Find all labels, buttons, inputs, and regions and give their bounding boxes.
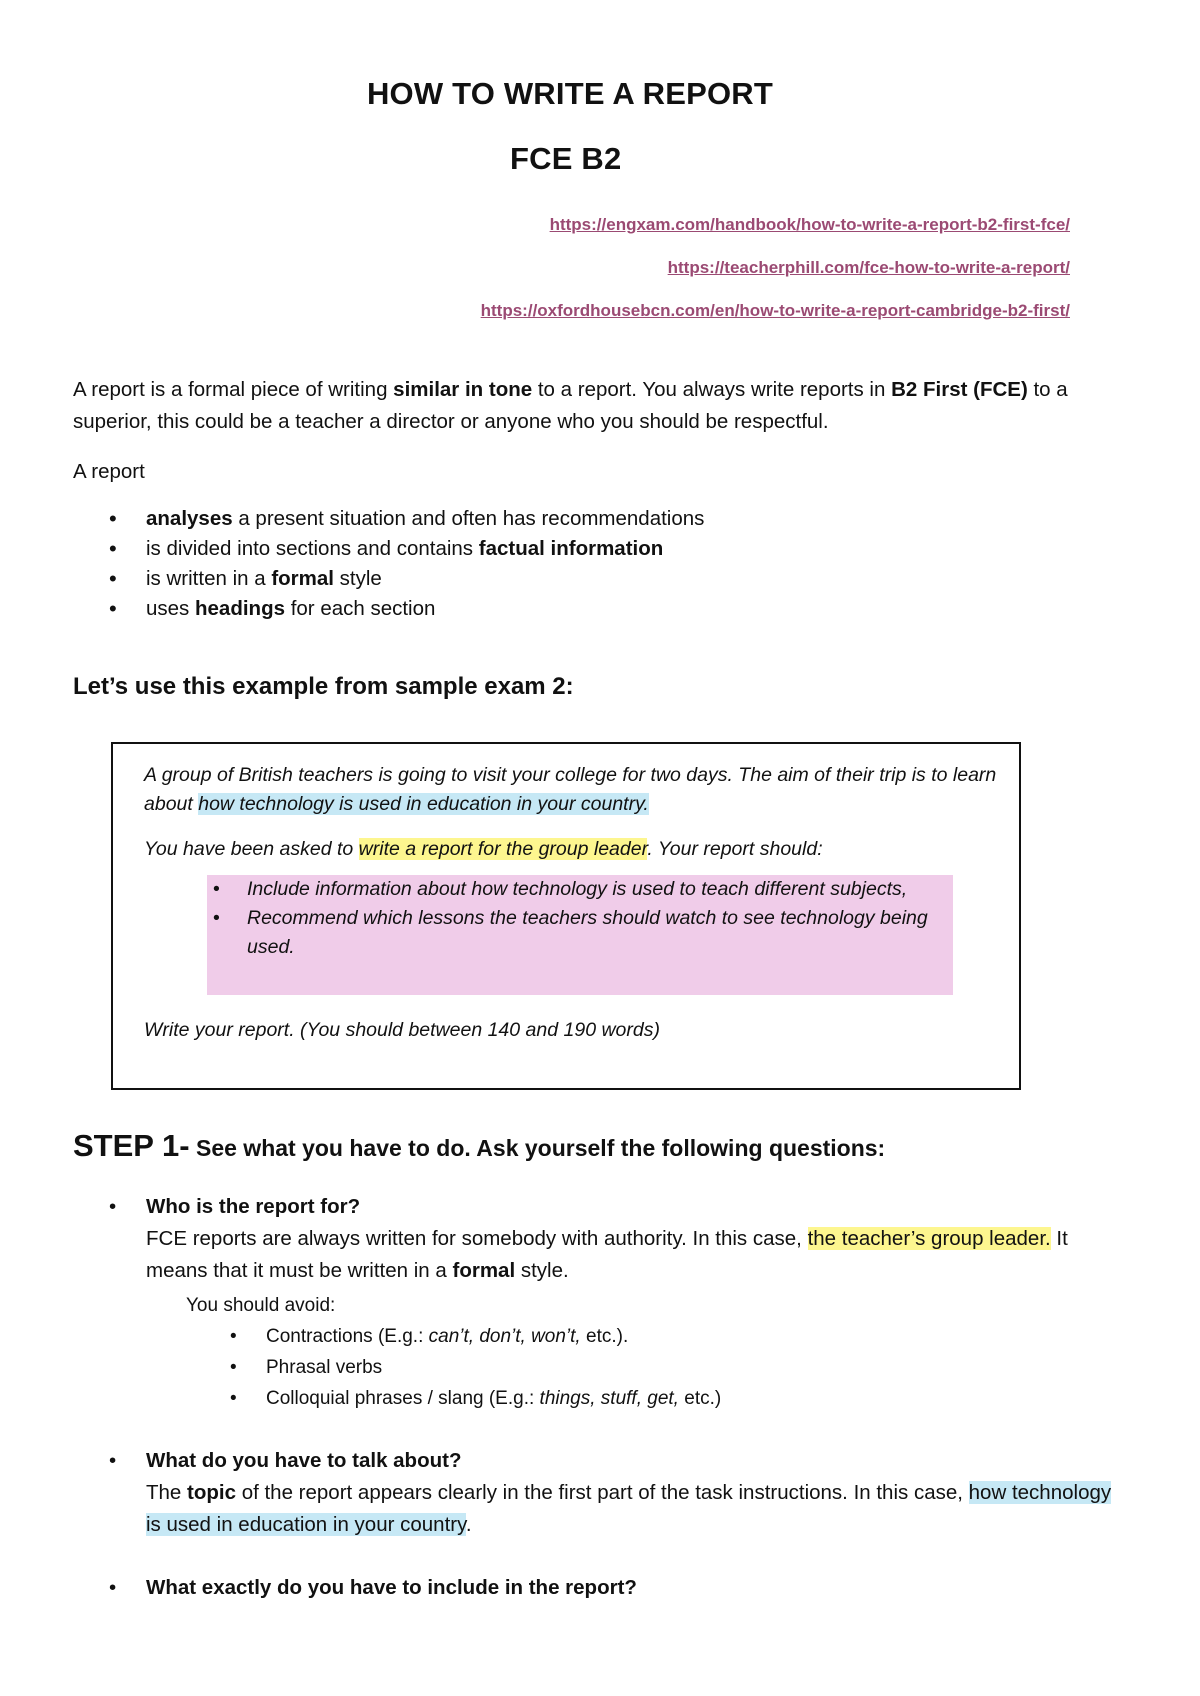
reference-links bbox=[481, 203, 1070, 332]
task-point: • Include information about how technology is used to teach different subjects, bbox=[207, 875, 953, 904]
reference-link-teacherphill[interactable]: https://teacherphill.com/fce-how-to-write-a-report/ bbox=[667, 258, 1070, 277]
task-point: • Recommend which lessons the teachers should watch to see technology being used. bbox=[207, 904, 953, 962]
avoid-label: You should avoid: bbox=[186, 1295, 336, 1316]
reference-link-oxfordhouse[interactable]: https://oxfordhousebcn.com/en/how-to-write-a-report-cambridge-b2-first/ bbox=[480, 301, 1070, 320]
list-item: • Contractions (E.g.: can’t, don’t, won’t, etc.). bbox=[186, 1321, 721, 1352]
example-heading: Let’s use this example from sample exam 2: bbox=[73, 673, 574, 700]
bullet-icon: • bbox=[109, 1576, 117, 1599]
avoid-list bbox=[186, 1290, 721, 1414]
report-features-list bbox=[73, 504, 1103, 624]
list-item: • analyses a present situation and often has recommendations bbox=[73, 504, 1103, 534]
list-item: • is written in a formal style bbox=[73, 564, 1103, 594]
reference-link-engxam[interactable]: https://engxam.com/handbook/how-to-write-a-report-b2-first-fce/ bbox=[549, 215, 1070, 234]
task-paragraph-2: You have been asked to write a report for the group leader. Your report should: bbox=[144, 838, 823, 860]
step-1-heading: STEP 1- See what you have to do. Ask yourself the following questions: bbox=[73, 1128, 886, 1163]
intro-paragraph: A report is a formal piece of writing similar in tone to a report. You always write reports in B2 First (FCE) to a superior, this could be a teacher a director or anyone who you should be respectful. bbox=[73, 378, 1068, 433]
bullet-icon: • bbox=[109, 1195, 117, 1218]
list-item: • uses headings for each section bbox=[73, 594, 1103, 624]
list-item: • Phrasal verbs bbox=[186, 1352, 721, 1383]
bullet-icon: • bbox=[109, 1449, 117, 1472]
question-what-topic: • What do you have to talk about? The topic of the report appears clearly in the first part of the task instructions. In this case, how technology is used in education in your country. bbox=[73, 1445, 1113, 1541]
list-item: • is divided into sections and contains factual information bbox=[73, 534, 1103, 564]
list-item: • Colloquial phrases / slang (E.g.: things, stuff, get, etc.) bbox=[186, 1383, 721, 1414]
page-subtitle: FCE B2 bbox=[510, 141, 622, 176]
task-points-highlight bbox=[207, 875, 953, 995]
task-box bbox=[111, 742, 1021, 1090]
task-paragraph-3: Write your report. (You should between 140 and 190 words) bbox=[144, 1019, 660, 1041]
page-title: HOW TO WRITE A REPORT bbox=[366, 76, 774, 111]
report-label: A report bbox=[73, 460, 145, 483]
question-who: • Who is the report for? FCE reports are always written for somebody with authority. In this case, the teacher’s group leader. It means that it must be written in a formal style. bbox=[73, 1191, 1113, 1287]
task-paragraph-1: A group of British teachers is going to visit your college for two days. The aim of their trip is to learn about how technology is used in education in your country. bbox=[144, 764, 997, 815]
question-what-include: • What exactly do you have to include in the report? bbox=[73, 1572, 1113, 1604]
